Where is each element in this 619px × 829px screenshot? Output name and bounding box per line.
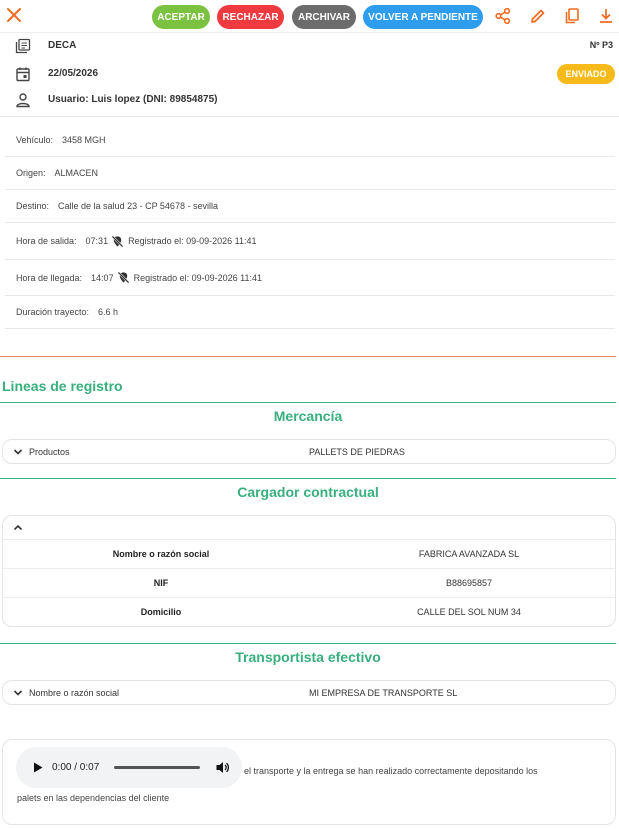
section-divider (0, 356, 616, 357)
document-type: DECA (48, 40, 77, 51)
arrival-time: 14:07 (91, 272, 114, 283)
carrier-divider (0, 643, 616, 644)
shipper-name-value: FABRICA AVANZADA SL (418, 549, 520, 559)
status-badge: ENVIADO (557, 64, 615, 84)
location-off-icon (111, 235, 124, 248)
document-number: Nº P3 (589, 40, 613, 50)
table-row (3, 539, 615, 568)
carrier-label: Nombre o razón social (29, 687, 120, 698)
origin-row (5, 157, 615, 190)
goods-title: Mercancía (273, 408, 343, 424)
origin-value: ALMACEN (54, 168, 99, 178)
library-icon (15, 38, 31, 54)
archive-button[interactable]: ARCHIVAR (292, 5, 356, 29)
accept-button[interactable]: ACEPTAR (152, 5, 210, 29)
shipper-address-label: Domicilio (140, 607, 182, 617)
document-date: 22/05/2026 (48, 68, 99, 79)
download-icon[interactable] (597, 7, 615, 25)
duration-row (5, 296, 615, 329)
user-info: Usuario: Luis lopez (DNI: 89854875) (48, 94, 218, 105)
carrier-title: Transportista efectivo (235, 649, 381, 665)
audio-note-text-line2: palets en las dependencias del cliente (17, 793, 170, 803)
table-row (3, 597, 615, 626)
duration-label: Duración trayecto: (16, 307, 90, 317)
destination-value: Calle de la salud 23 - CP 54678 - sevilla (58, 201, 218, 211)
audio-player[interactable] (16, 747, 242, 788)
date-row (0, 64, 619, 84)
share-icon[interactable] (494, 7, 512, 25)
reject-button[interactable]: RECHAZAR (217, 5, 284, 29)
carrier-card (2, 680, 616, 705)
shipper-name-label: Nombre o razón social (112, 549, 210, 559)
departure-time: 07:31 (85, 236, 109, 246)
chevron-up-icon[interactable] (13, 523, 23, 533)
table-row (3, 568, 615, 597)
chevron-down-icon[interactable] (13, 447, 23, 457)
shipper-nif-value: B88695857 (445, 578, 493, 588)
location-off-icon (117, 271, 130, 284)
document-type-row (0, 36, 619, 56)
arrival-registered: Registrado el: 09-09-2026 11:41 (133, 272, 262, 283)
header-divider (0, 116, 619, 117)
goods-value: PALLETS DE PIEDRAS (309, 446, 405, 457)
vehicle-value: 3458 MGH (62, 135, 106, 145)
calendar-icon (15, 66, 31, 82)
shipper-divider (0, 478, 616, 479)
goods-expand-row[interactable] (3, 440, 615, 463)
audio-progress-bar[interactable] (114, 766, 200, 769)
person-icon (15, 92, 31, 108)
chevron-down-icon[interactable] (13, 688, 23, 698)
toolbar (0, 0, 619, 33)
vehicle-row (5, 124, 615, 157)
vehicle-label: Vehículo: (16, 135, 54, 145)
records-divider (0, 402, 616, 403)
departure-registered: Registrado el: 09-09-2026 11:41 (128, 236, 257, 246)
audio-time: 0:00 / 0:07 (52, 762, 100, 773)
edit-icon[interactable] (529, 7, 547, 25)
goods-card (2, 439, 616, 464)
departure-label: Hora de salida: (16, 236, 77, 246)
carrier-value: MI EMPRESA DE TRANSPORTE SL (309, 687, 458, 698)
records-title: Lineas de registro (2, 378, 123, 394)
shipper-title: Cargador contractual (237, 484, 379, 500)
user-row (0, 90, 619, 110)
departure-row (5, 223, 615, 260)
copy-icon[interactable] (563, 7, 581, 25)
shipper-nif-label: NIF (153, 578, 169, 588)
duration-value: 6.6 h (98, 307, 119, 317)
arrival-row (5, 260, 615, 296)
destination-row (5, 190, 615, 223)
shipper-address-value: CALLE DEL SOL NUM 34 (417, 607, 521, 617)
origin-label: Origen: (16, 168, 46, 178)
audio-note-text-line1: el transporte y la entrega se han realizado correctamente depositando los (244, 766, 538, 776)
goods-label: Productos (29, 446, 70, 457)
shipper-card (2, 515, 616, 627)
volume-icon[interactable] (215, 760, 230, 775)
carrier-expand-row[interactable] (3, 681, 615, 704)
close-icon[interactable] (6, 7, 22, 23)
destination-label: Destino: (16, 201, 50, 211)
back-to-pending-button[interactable]: VOLVER A PENDIENTE (363, 5, 483, 29)
play-icon[interactable] (33, 762, 43, 773)
shipper-collapse-row[interactable] (3, 516, 615, 539)
arrival-label: Hora de llegada: (16, 272, 83, 283)
